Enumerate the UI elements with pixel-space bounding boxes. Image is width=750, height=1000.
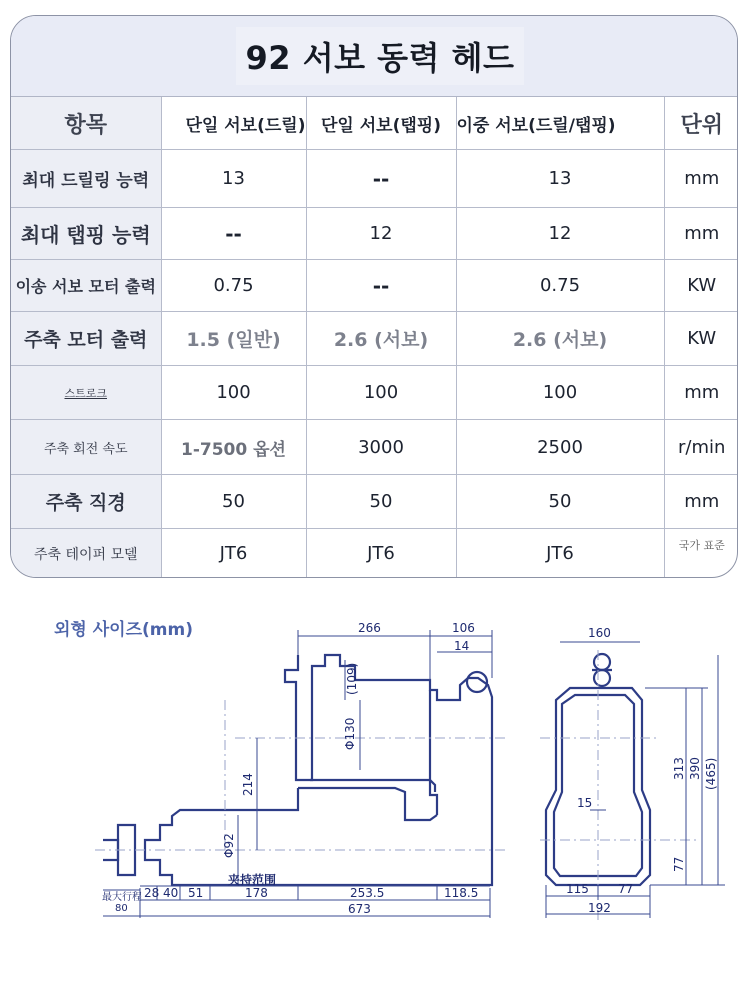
dim-label: (109) — [345, 662, 359, 695]
row-value: 2.6 (서보) — [456, 312, 664, 366]
row-value: 0.75 — [456, 260, 664, 312]
table-row — [11, 475, 738, 529]
header-col1: 단일 서보(드릴) — [161, 97, 306, 150]
row-value: 50 — [161, 475, 306, 529]
row-value: 100 — [456, 366, 664, 420]
page-title: 92 서보 동력 헤드 — [236, 27, 525, 85]
row-label: 이송 서보 모터 출력 — [11, 260, 161, 312]
table-row — [11, 529, 738, 579]
dim-label: 253.5 — [350, 886, 385, 900]
dim-label: 673 — [348, 902, 371, 916]
dim-label: 51 — [188, 886, 204, 900]
dimension-drawing — [0, 600, 750, 930]
row-value: 50 — [306, 475, 456, 529]
row-unit: mm — [664, 150, 738, 208]
row-unit: r/min — [664, 420, 738, 475]
header-item: 항목 — [11, 97, 161, 150]
dim-label: 15 — [577, 796, 593, 810]
dim-label: 313 — [672, 757, 686, 780]
header-col2: 단일 서보(탭핑) — [306, 97, 456, 150]
dim-label: 390 — [688, 757, 702, 780]
row-value: JT6 — [456, 529, 664, 579]
row-value: 13 — [161, 150, 306, 208]
dim-label: 178 — [245, 886, 268, 900]
dim-label: 266 — [358, 621, 381, 635]
dim-label: 192 — [588, 901, 611, 915]
row-unit: KW — [664, 260, 738, 312]
row-value: -- — [161, 208, 306, 260]
dim-label: 118.5 — [444, 886, 479, 900]
row-value: 0.75 — [161, 260, 306, 312]
dim-label: Φ92 — [222, 833, 236, 858]
spec-table-card — [10, 15, 738, 578]
row-value: 2.6 (서보) — [306, 312, 456, 366]
row-value: 12 — [306, 208, 456, 260]
row-value: 100 — [306, 366, 456, 420]
dim-label: Φ130 — [343, 717, 357, 750]
dim-label: 77 — [618, 882, 634, 896]
row-label: 주축 테이퍼 모델 — [11, 529, 161, 579]
row-value: 13 — [456, 150, 664, 208]
row-value: 50 — [456, 475, 664, 529]
header-col3: 이중 서보(드릴/탭핑) — [456, 97, 664, 150]
row-label: 스트로크 — [11, 366, 161, 420]
row-value: -- — [306, 150, 456, 208]
table-row — [11, 260, 738, 312]
dim-label: 160 — [588, 626, 611, 640]
row-value: 3000 — [306, 420, 456, 475]
row-label: 최대 탭핑 능력 — [11, 208, 161, 260]
row-value: -- — [306, 260, 456, 312]
row-value: JT6 — [161, 529, 306, 579]
dim-label: 115 — [566, 882, 589, 896]
row-unit: KW — [664, 312, 738, 366]
table-row — [11, 420, 738, 475]
row-value: 1-7500 옵션 — [161, 420, 306, 475]
table-row — [11, 366, 738, 420]
row-label: 주축 직경 — [11, 475, 161, 529]
stroke-label: 最大行程 — [102, 892, 142, 903]
dim-label: 80 — [115, 903, 128, 914]
table-row — [11, 208, 738, 260]
row-unit: 국가 표준 — [678, 539, 725, 552]
dim-label: 28 — [144, 886, 160, 900]
spec-table — [11, 97, 738, 578]
title-bar — [11, 16, 737, 97]
row-unit: mm — [664, 208, 738, 260]
row-label: 주축 회전 속도 — [11, 420, 161, 475]
dim-label: 77 — [672, 856, 686, 872]
table-row — [11, 150, 738, 208]
row-value: JT6 — [306, 529, 456, 579]
dim-label: 106 — [452, 621, 475, 635]
table-header-row — [11, 97, 738, 150]
dim-label: (465) — [704, 757, 718, 790]
dimensions-title: 외형 사이즈(mm) — [54, 620, 193, 640]
row-label: 주축 모터 출력 — [11, 312, 161, 366]
row-value: 1.5 (일반) — [161, 312, 306, 366]
row-value: 2500 — [456, 420, 664, 475]
row-label: 최대 드릴링 능력 — [11, 150, 161, 208]
row-unit: mm — [664, 475, 738, 529]
table-row — [11, 312, 738, 366]
dim-label: 14 — [454, 639, 470, 653]
row-value: 12 — [456, 208, 664, 260]
clamp-range-label: 夹持范围 — [228, 873, 277, 887]
dim-label: 214 — [241, 773, 255, 796]
row-unit: mm — [664, 366, 738, 420]
header-unit: 단위 — [664, 97, 738, 150]
row-value: 100 — [161, 366, 306, 420]
dim-label: 40 — [163, 886, 179, 900]
